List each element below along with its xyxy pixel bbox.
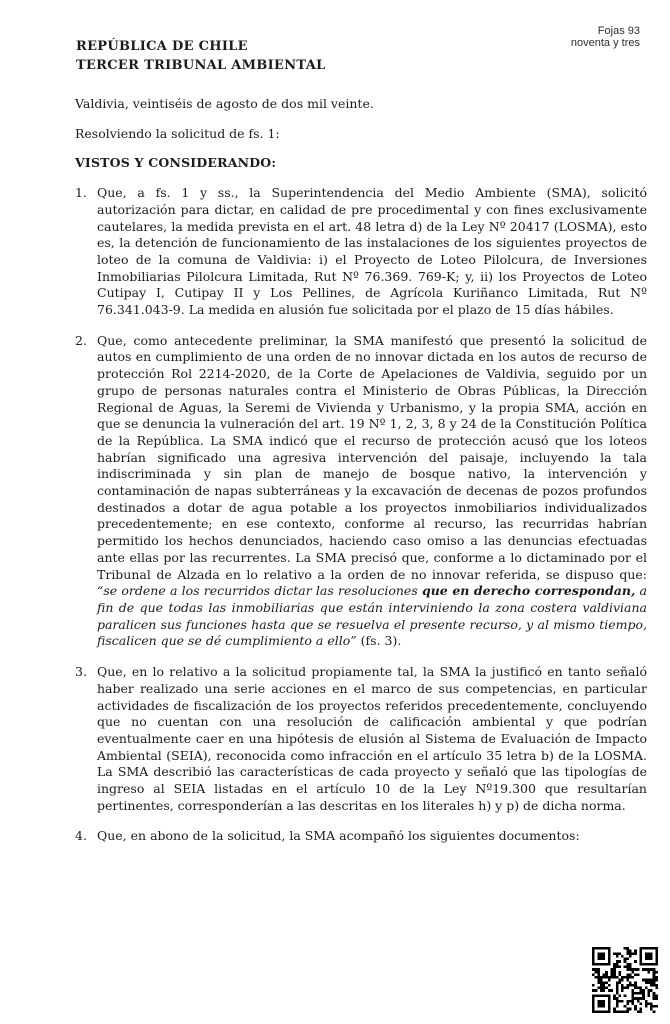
item-number: 1. [75,185,87,201]
item-number: 4. [75,828,87,844]
list-item [75,664,647,814]
fojas-number: Fojas 93 [597,25,640,37]
date-line: Valdivia, veintiséis de agosto de dos mil veinte. [75,96,374,111]
letterhead-country: REPÚBLICA DE CHILE [76,39,248,54]
section-heading: VISTOS Y CONSIDERANDO: [75,155,277,171]
qr-code [592,947,658,1013]
fojas-words: noventa y tres [570,36,640,49]
item-number: 3. [75,664,87,680]
letterhead [76,37,326,75]
list-item [75,333,647,650]
item-text: Que, como antecedente preliminar, la SMA manifestó que presentó la solicitud de autos en cumplimiento de una orden de no innovar dictada en los autos de recurso de protección Rol 2214-2020, de la Corte de Apelaciones de Valdivia, seguido por un grupo de personas naturales contra el Ministerio de Obras Públicas, la Dirección Regional de Aguas, la Seremi de Vivienda y Urbanismo, y la propia SMA, acción en que se denuncia la vulneración del art. 19 Nº 1, 2, 3, 8 y 24 de la Constitución Política de la República. La SMA indicó que el recurso de protección acusó que los loteos habrían significado una agresiva intervención del paisaje, incluyendo la tala indiscriminada y sin plan de manejo de bosque nativo, la intervención y contaminación de napas subterráneas y la excavación de decenas de pozos profundos destinados a dotar de agua potable a los proyectos inmobiliarios individualizados precedentemente; en ese contexto, conforme al recurso, las recurridas habrían permitido los hechos denunciados, haciendo caso omiso a las denuncias efectuadas ante ellas por las recurrentes. La SMA precisó que, conforme a lo dictaminado por el Tribunal de Alzada en lo relativo a la orden de no innovar referida, se dispuso que: “se ordene a los recurridos dictar las resoluciones que en derecho correspondan, a fin de que todas las inmobiliarias que están interviniendo la zona costera valdiviana paralicen sus funciones hasta que se resuelva el presente recurso, y al mismo tiempo, fiscalicen que se dé cumplimiento a ello” (fs. 3). [97,332,647,649]
resolving-line: Resolviendo la solicitud de fs. 1: [75,125,280,141]
item-text: Que, en lo relativo a la solicitud propiamente tal, la SMA la justificó en tanto señaló haber realizado una serie acciones en el marco de sus competencias, en particular actividades de fiscalización de los proyectos referidos precedentemente, concluyendo que no cuentan con una resolución de calificación ambiental y que podrían eventualmente caer en una hipótesis de elusión al Sistema de Evaluación de Impacto Ambiental (SEIA), reconocida como infracción en el artículo 35 letra b) de la LOSMA. La SMA describió las características de cada proyecto y señaló que las tipologías de ingreso al SEIA listadas en el artículo 10 de la Ley Nº19.300 que resultarían pertinentes, corresponderían a las descritas en los literales h) y p) de dicha norma. [97,664,647,813]
item-text: Que, en abono de la solicitud, la SMA acompañó los siguientes documentos: [97,828,580,844]
list-item [75,828,647,845]
fojas-stamp [571,26,640,49]
item-text: Que, a fs. 1 y ss., la Superintendencia del Medio Ambiente (SMA), solicitó autorización para dictar, en calidad de pre procedimental y con fines exclusivamente cautelares, la medida prevista en el art. 48 letra d) de la Ley Nº 20417 (LOSMA), esto es, la detención de funcionamiento de las instalaciones de los siguientes proyectos de loteo de la comuna de Valdivia: i) el Proyecto de Loteo Pilolcura, de Inversiones Inmobiliarias Pilolcura Limitada, Rut Nº 76.369. 769-K; y, ii) los Proyectos de Loteo Cutipay I, Cutipay II y Los Pellines, de Agrícola Kuriñanco Limitada, Rut Nº 76.341.043-9. La medida en alusión fue solicitada por el plazo de 15 días hábiles. [97,185,647,318]
document-body [75,96,647,859]
letterhead-tribunal: TERCER TRIBUNAL AMBIENTAL [76,58,326,73]
list-item [75,185,647,319]
item-number: 2. [75,332,87,348]
